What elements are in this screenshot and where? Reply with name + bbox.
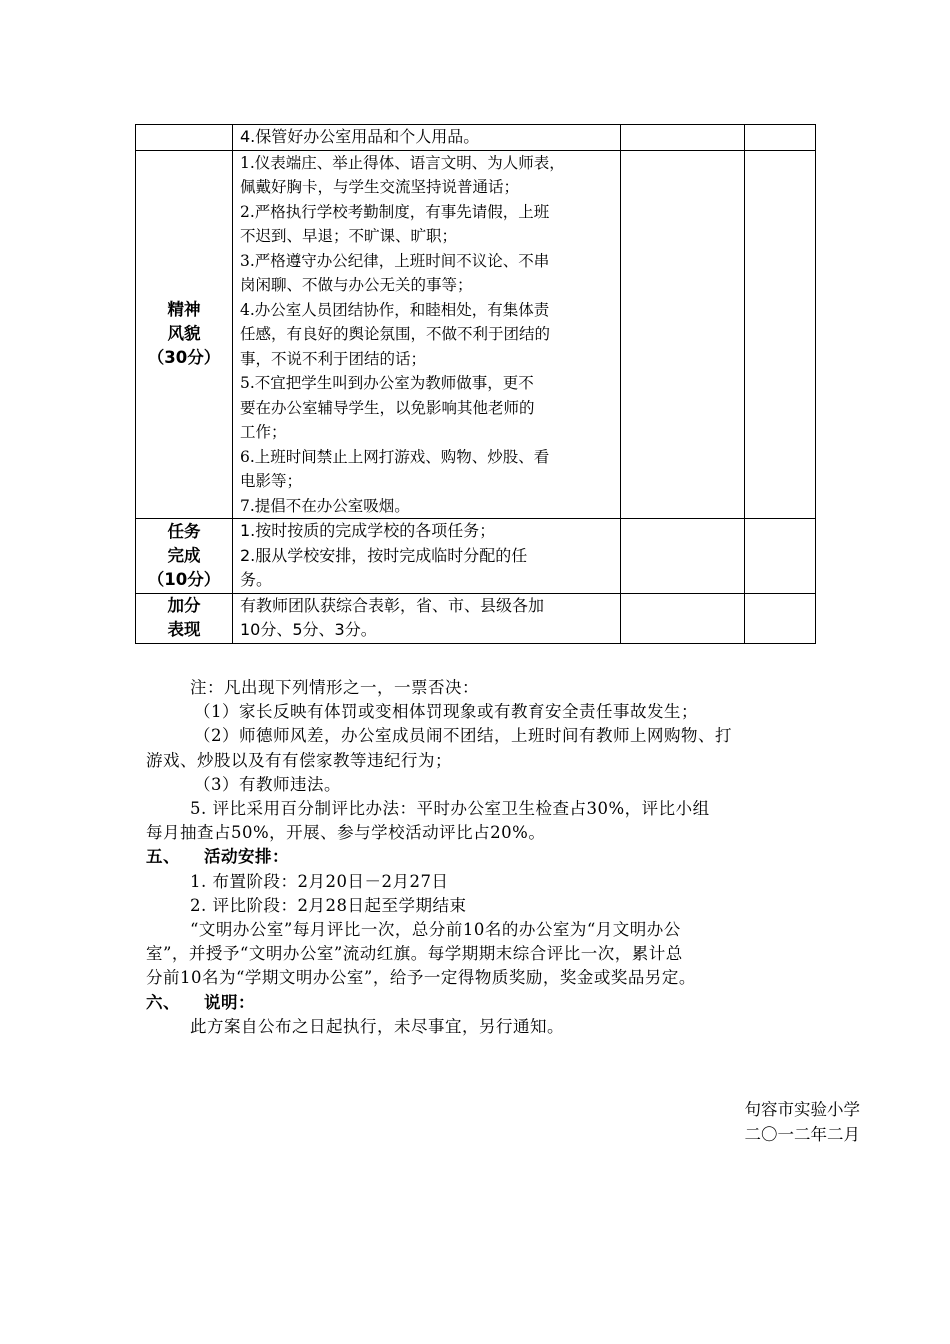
section-6-title: 说明： bbox=[204, 992, 255, 1012]
criteria-line: 5.不宜把学生叫到办公室为教师做事，更不 bbox=[240, 374, 534, 392]
criteria-cell bbox=[233, 150, 621, 519]
criteria-line: 事，不说不利于团结的话； bbox=[240, 349, 427, 368]
section-6-number: 六、 bbox=[146, 992, 180, 1012]
table-row bbox=[136, 593, 816, 643]
criteria-line: 2.严格执行学校考勤制度，有事先请假，上班 bbox=[240, 202, 550, 221]
signature-block bbox=[745, 1097, 861, 1147]
self-score-cell bbox=[621, 125, 745, 151]
criteria-line: 2.服从学校安排，按时完成临时分配的任 bbox=[240, 545, 528, 565]
table-row bbox=[136, 150, 816, 519]
section-5-number: 五、 bbox=[146, 847, 180, 867]
monthly-award-line-1: “文明办公室”每月评比一次，总分前10名的办公室为“月文明办公 bbox=[190, 920, 681, 940]
final-score-cell bbox=[745, 519, 816, 594]
section-5-title: 活动安排： bbox=[204, 847, 289, 867]
category-label-line: 加分 bbox=[167, 596, 201, 615]
criteria-line: 1.按时按质的完成学校的各项任务； bbox=[240, 521, 496, 540]
scoring-method-line-1: 5. 评比采用百分制评比办法：平时办公室卫生检查占30%，评比小组 bbox=[190, 799, 710, 819]
criteria-line: 任感，有良好的舆论氛围，不做不利于团结的 bbox=[240, 325, 551, 343]
criteria-line: 电影等； bbox=[240, 472, 303, 490]
criteria-line: 3.严格遵守办公纪律，上班时间不议论、不串 bbox=[240, 251, 550, 270]
category-cell bbox=[136, 519, 233, 594]
self-score-cell bbox=[621, 593, 745, 643]
criteria-line: 有教师团队获综合表彰，省、市、县级各加 bbox=[240, 595, 545, 615]
table-row bbox=[136, 519, 816, 594]
section-6-heading bbox=[146, 991, 866, 1015]
final-score-cell bbox=[745, 593, 816, 643]
criteria-cell bbox=[233, 519, 621, 594]
criteria-cell bbox=[233, 125, 621, 151]
category-label-line: （30分） bbox=[147, 348, 221, 368]
criteria-line: 佩戴好胸卡，与学生交流坚持说普通话； bbox=[240, 178, 520, 196]
final-score-cell bbox=[745, 150, 816, 519]
category-label-line: 任务 bbox=[167, 521, 201, 541]
category-label-line: 精神 bbox=[167, 300, 201, 320]
signature-organization: 句容市实验小学 bbox=[744, 1100, 860, 1119]
signature-date: 二〇一二年二月 bbox=[744, 1125, 860, 1144]
scoring-method-line-2: 每月抽查占50%，开展、参与学校活动评比占20%。 bbox=[146, 823, 546, 843]
criteria-line: 4.保管好办公室用品和个人用品。 bbox=[240, 127, 480, 146]
criteria-line: 7.提倡不在办公室吸烟。 bbox=[240, 496, 410, 515]
table-row bbox=[136, 125, 816, 151]
evaluation-table bbox=[135, 124, 816, 644]
monthly-award-line-3: 分前10名为“学期文明办公室”，给予一定得物质奖励，奖金或奖品另定。 bbox=[146, 968, 696, 988]
monthly-award-line-2: 室”，并授予“文明办公室”流动红旗。每学期期末综合评比一次，累计总 bbox=[146, 944, 683, 964]
criteria-line: 不迟到、早退；不旷课、旷职； bbox=[240, 227, 458, 245]
self-score-cell bbox=[621, 519, 745, 594]
section-6-text: 此方案自公布之日起执行，未尽事宜，另行通知。 bbox=[190, 1016, 564, 1036]
veto-note-item-3: （3）有教师违法。 bbox=[194, 774, 341, 794]
final-score-cell bbox=[745, 125, 816, 151]
evaluation-table-body bbox=[136, 125, 816, 644]
criteria-cell bbox=[233, 593, 621, 643]
veto-note-item-2-line-2: 游戏、炒股以及有有偿家教等违纪行为； bbox=[146, 750, 452, 770]
category-label-line: （10分） bbox=[147, 569, 221, 589]
schedule-step-2: 2. 评比阶段：2月28日起至学期结束 bbox=[190, 895, 467, 915]
criteria-line: 务。 bbox=[240, 570, 273, 589]
criteria-line: 4.办公室人员团结协作，和睦相处，有集体责 bbox=[240, 300, 550, 319]
veto-note-item-1: （1）家长反映有体罚或变相体罚现象或有教育安全责任事故发生； bbox=[194, 702, 698, 722]
category-cell bbox=[136, 125, 233, 151]
schedule-step-1: 1. 布置阶段：2月20日－2月27日 bbox=[190, 871, 449, 891]
category-label-line: 完成 bbox=[167, 545, 201, 565]
category-label-line: 表现 bbox=[167, 620, 201, 639]
criteria-line: 要在办公室辅导学生，以免影响其他老师的 bbox=[240, 398, 535, 417]
criteria-line: 1.仪表端庄、举止得体、语言文明、为人师表， bbox=[240, 153, 565, 172]
category-label-line: 风貌 bbox=[167, 324, 201, 344]
section-5-heading bbox=[146, 845, 866, 869]
veto-note-item-2-line-1: （2）师德师风差，办公室成员闹不团结，上班时间有教师上网购物、打 bbox=[194, 726, 732, 746]
veto-note-intro: 注：凡出现下列情形之一，一票否决： bbox=[190, 678, 479, 697]
category-cell bbox=[136, 593, 233, 643]
category-cell bbox=[136, 150, 233, 519]
criteria-line: 岗闲聊、不做与办公无关的事等； bbox=[240, 276, 473, 294]
criteria-line: 工作； bbox=[240, 423, 287, 441]
notes-section bbox=[146, 676, 866, 1039]
criteria-line: 10分、5分、3分。 bbox=[240, 620, 377, 639]
criteria-line: 6.上班时间禁止上网打游戏、购物、炒股、看 bbox=[240, 447, 550, 466]
self-score-cell bbox=[621, 150, 745, 519]
